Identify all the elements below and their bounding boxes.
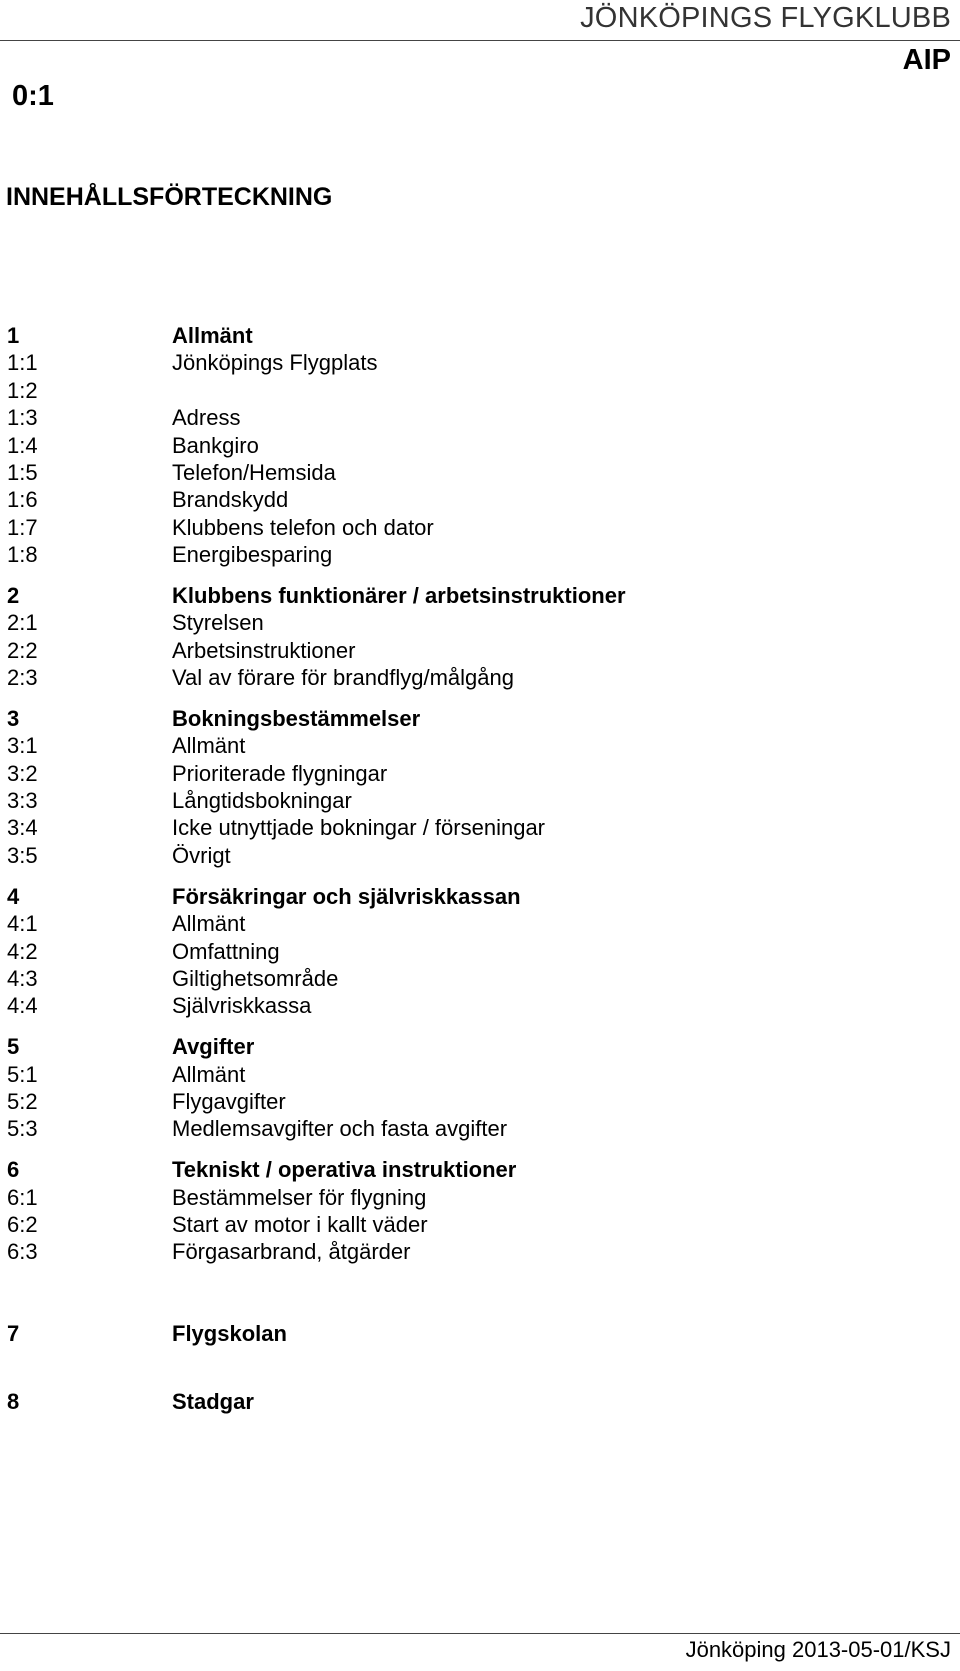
toc-label: Allmänt bbox=[172, 733, 246, 758]
toc-label: Avgifter bbox=[172, 1034, 255, 1059]
toc-number: 1 bbox=[7, 323, 20, 348]
toc-number: 3 bbox=[7, 706, 20, 731]
toc-number: 3:1 bbox=[7, 733, 38, 758]
toc-number: 6 bbox=[7, 1157, 20, 1182]
toc-label: Telefon/Hemsida bbox=[172, 460, 336, 485]
toc-number: 4:4 bbox=[7, 993, 38, 1018]
toc-label: Omfattning bbox=[172, 939, 280, 964]
toc-label: Adress bbox=[172, 405, 241, 430]
toc-label: Icke utnyttjade bokningar / förseningar bbox=[172, 815, 546, 840]
toc-number: 1:8 bbox=[7, 542, 38, 567]
toc-label: Allmänt bbox=[172, 911, 246, 936]
toc-label: Flygavgifter bbox=[172, 1089, 286, 1114]
club-name: JÖNKÖPINGS FLYGKLUBB bbox=[580, 2, 951, 34]
toc-label: Försäkringar och självriskkassan bbox=[172, 884, 521, 909]
toc-label: Medlemsavgifter och fasta avgifter bbox=[172, 1116, 508, 1141]
page-number: 0:1 bbox=[12, 80, 54, 112]
toc-number: 6:1 bbox=[7, 1185, 38, 1210]
toc-label: Självriskkassa bbox=[172, 993, 312, 1018]
toc-number: 5 bbox=[7, 1034, 20, 1059]
toc-label: Tekniskt / operativa instruktioner bbox=[172, 1157, 517, 1182]
toc-label: Förgasarbrand, åtgärder bbox=[172, 1239, 411, 1264]
document-type: AIP bbox=[902, 44, 951, 76]
toc-number: 1:7 bbox=[7, 515, 38, 540]
toc-label: Bankgiro bbox=[172, 433, 259, 458]
toc-label: Allmänt bbox=[172, 323, 253, 348]
toc-number: 2:2 bbox=[7, 638, 38, 663]
toc-label: Allmänt bbox=[172, 1062, 246, 1087]
toc-number: 8 bbox=[7, 1389, 20, 1414]
toc-number: 2:1 bbox=[7, 610, 38, 635]
toc-number: 7 bbox=[7, 1321, 20, 1346]
toc-label: Val av förare för brandflyg/målgång bbox=[172, 665, 514, 690]
toc-number: 4 bbox=[7, 884, 20, 909]
toc-label: Bokningsbestämmelser bbox=[172, 706, 421, 731]
toc-label: Styrelsen bbox=[172, 610, 264, 635]
toc-number: 1:2 bbox=[7, 378, 38, 403]
toc-number: 1:6 bbox=[7, 487, 38, 512]
toc-number: 4:1 bbox=[7, 911, 38, 936]
toc-label: Flygskolan bbox=[172, 1321, 287, 1346]
toc-label: Stadgar bbox=[172, 1389, 254, 1414]
toc-number: 4:2 bbox=[7, 939, 38, 964]
toc-label: Brandskydd bbox=[172, 487, 289, 512]
toc-number: 2 bbox=[7, 583, 20, 608]
toc-label: Klubbens telefon och dator bbox=[172, 515, 434, 540]
toc-number: 3:4 bbox=[7, 815, 38, 840]
toc-label: Arbetsinstruktioner bbox=[172, 638, 356, 663]
toc-number: 4:3 bbox=[7, 966, 38, 991]
toc-label: Giltighetsområde bbox=[172, 966, 339, 991]
toc-number: 5:3 bbox=[7, 1116, 38, 1141]
toc-number: 5:1 bbox=[7, 1062, 38, 1087]
toc-label: Jönköpings Flygplats bbox=[172, 350, 378, 375]
toc-label: Start av motor i kallt väder bbox=[172, 1212, 428, 1237]
footer-date: Jönköping 2013-05-01/KSJ bbox=[685, 1637, 951, 1662]
toc-number: 3:5 bbox=[7, 843, 38, 868]
header-divider bbox=[0, 40, 960, 41]
toc-number: 3:2 bbox=[7, 761, 38, 786]
toc-number: 5:2 bbox=[7, 1089, 38, 1114]
toc-number: 1:5 bbox=[7, 460, 38, 485]
toc-number: 6:2 bbox=[7, 1212, 38, 1237]
toc-label: Energibesparing bbox=[172, 542, 333, 567]
toc-label: Prioriterade flygningar bbox=[172, 761, 388, 786]
toc-number: 1:4 bbox=[7, 433, 38, 458]
toc-number: 3:3 bbox=[7, 788, 38, 813]
toc-label: Klubbens funktionärer / arbetsinstruktioner bbox=[172, 583, 626, 608]
page-title: INNEHÅLLSFÖRTECKNING bbox=[6, 183, 333, 211]
toc-label: Långtidsbokningar bbox=[172, 788, 352, 813]
toc-label: Övrigt bbox=[172, 843, 231, 868]
toc-number: 1:3 bbox=[7, 405, 38, 430]
toc-number: 1:1 bbox=[7, 350, 38, 375]
footer-divider bbox=[0, 1633, 960, 1634]
toc-number: 6:3 bbox=[7, 1239, 38, 1264]
toc-label: Bestämmelser för flygning bbox=[172, 1185, 427, 1210]
toc-number: 2:3 bbox=[7, 665, 38, 690]
